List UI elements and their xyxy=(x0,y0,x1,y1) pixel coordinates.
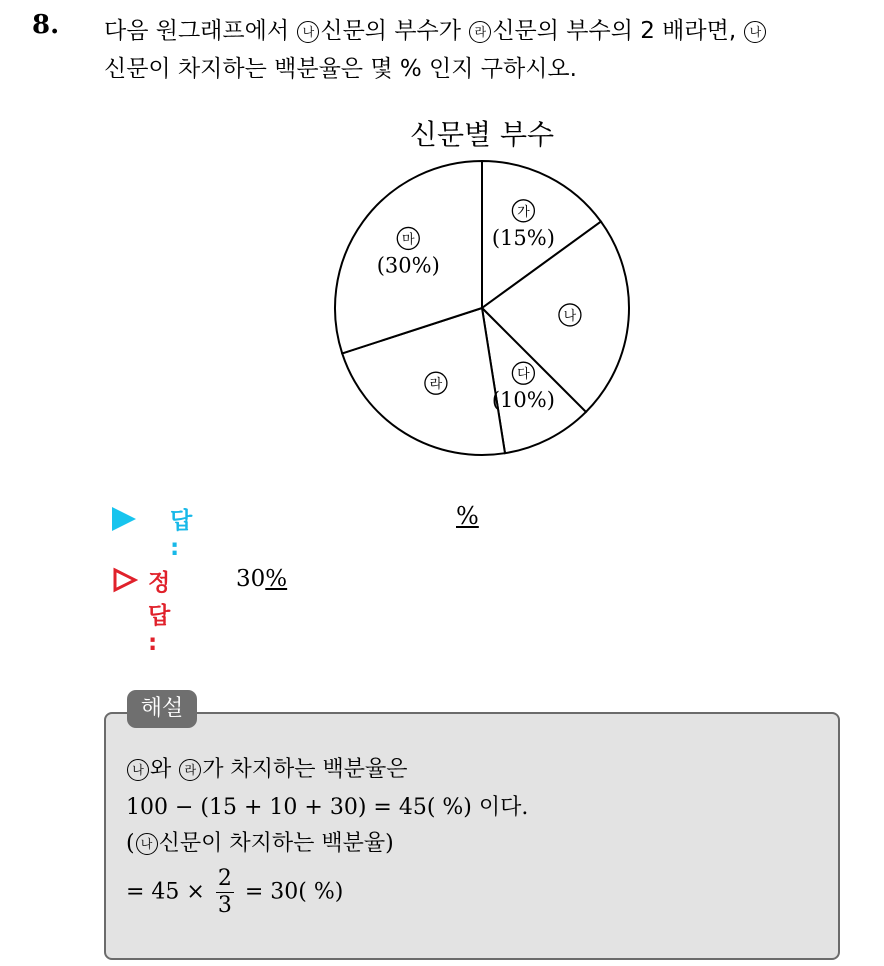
correct-answer-label: 정답 : xyxy=(148,570,171,656)
explanation-text: = 45 × xyxy=(126,879,205,905)
outline-triangle-icon xyxy=(112,567,138,593)
question-number: 8. xyxy=(32,10,60,40)
circled-na-mark: 나 xyxy=(136,833,158,855)
answer-blank-unit: % xyxy=(456,502,479,530)
question-text xyxy=(104,12,874,88)
correct-value-unit: % xyxy=(265,566,288,592)
explanation-text: ( xyxy=(126,831,135,856)
explanation-text: 와 xyxy=(150,757,179,782)
slice-name-label: 마 xyxy=(401,232,415,248)
slice-percent-label: (10%) xyxy=(491,388,555,413)
slice-name-label: 라 xyxy=(429,377,443,393)
explanation-line-3 xyxy=(126,826,394,857)
explanation-line-4 xyxy=(126,866,343,919)
chart-title: 신문별 부수 xyxy=(409,118,555,151)
fraction-denominator: 3 xyxy=(217,893,232,918)
play-triangle-icon xyxy=(112,507,136,531)
slice-name-label: 나 xyxy=(563,308,577,324)
circled-na-mark: 나 xyxy=(127,759,149,781)
slice-name-label: 다 xyxy=(517,367,530,383)
correct-value-number: 30 xyxy=(236,566,266,592)
slice-name-label: 가 xyxy=(517,204,530,220)
slice-percent-label: (30%) xyxy=(376,253,440,278)
fraction xyxy=(216,866,234,919)
question-text-part: 신문의 부수가 xyxy=(320,18,469,44)
correct-answer-value xyxy=(236,566,287,592)
explanation-tag: 해설 xyxy=(127,690,197,728)
slice-percent-label: (15%) xyxy=(491,225,555,250)
explanation-text: = 30( %) xyxy=(244,879,344,905)
circled-ra-mark: 라 xyxy=(179,759,201,781)
explanation-line-2: 100 − (15 + 10 + 30) = 45( %) 이다. xyxy=(126,795,529,820)
explanation-text: 신문이 차지하는 백분율) xyxy=(158,831,394,856)
answer-label: 답 : xyxy=(170,508,193,561)
circled-na-mark: 나 xyxy=(297,21,319,43)
circled-ra-mark: 라 xyxy=(469,21,491,43)
question-text-part: 다음 원그래프에서 xyxy=(104,18,297,44)
pie-slices xyxy=(335,161,629,455)
fraction-numerator: 2 xyxy=(217,866,232,891)
question-text-part: 신문이 차지하는 백분율은 몇 % 인지 구하시오. xyxy=(104,56,577,82)
pie-chart xyxy=(300,110,640,460)
explanation-line-1 xyxy=(126,752,408,783)
circled-na-mark: 나 xyxy=(744,21,766,43)
explanation-text: 가 차지하는 백분율은 xyxy=(202,757,408,782)
question-text-part: 신문의 부수의 2 배라면, xyxy=(492,18,744,44)
